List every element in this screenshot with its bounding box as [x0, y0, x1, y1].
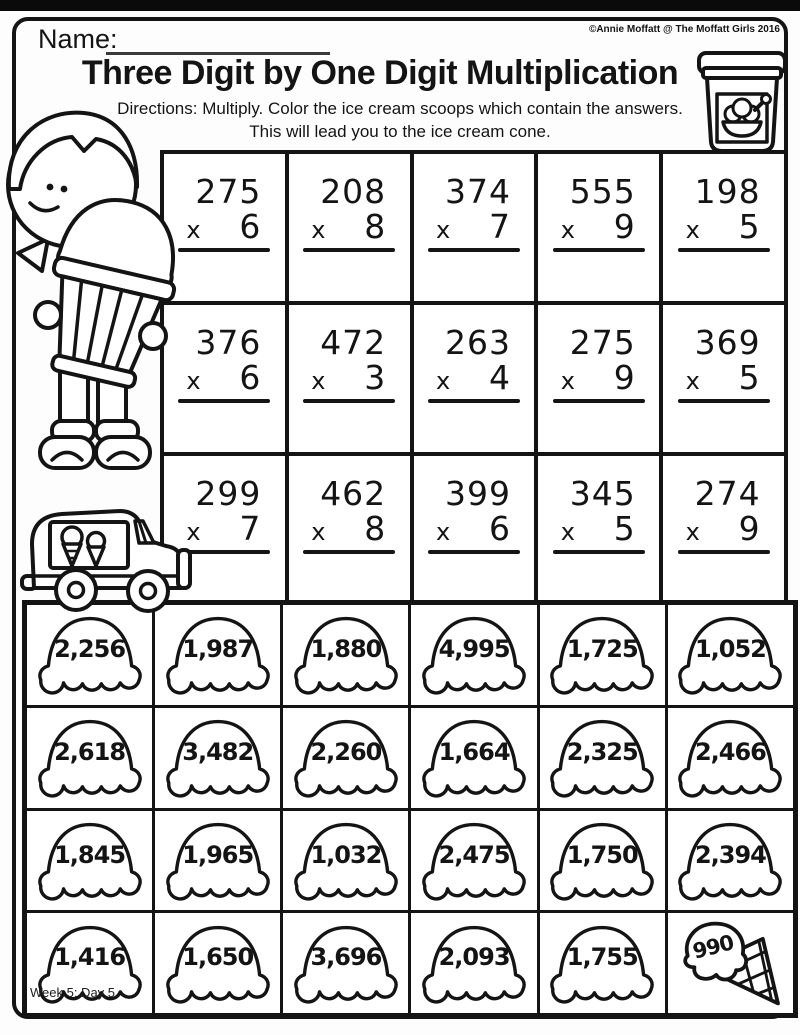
answer-line: [678, 248, 770, 252]
multiplication-problem-cell: [289, 154, 410, 301]
scoop-answer-value: 1,750: [566, 840, 638, 869]
multiply-sign: x: [685, 518, 700, 547]
multiplication-problem-cell: [414, 456, 535, 603]
scoop-answer-value: 1,416: [54, 943, 126, 972]
multiplier: 5: [738, 357, 761, 397]
answer-line: [428, 550, 520, 554]
answer-scoop-cell[interactable]: [668, 708, 793, 808]
scoop-answer-value: 1,845: [54, 840, 126, 869]
answer-scoop-cell[interactable]: [283, 708, 408, 808]
multiplication-problem-cell: [164, 305, 285, 452]
multiplier: 9: [738, 508, 761, 548]
multiplier: 8: [364, 508, 387, 548]
multiplier: 7: [488, 206, 511, 246]
answer-scoop-cell[interactable]: [540, 605, 665, 705]
multiplier: 5: [613, 508, 636, 548]
multiplication-problem: [309, 474, 389, 554]
copyright-text: ©Annie Moffatt @ The Moffatt Girls 2016: [588, 24, 780, 35]
scoop-answer-value: 3,482: [182, 737, 254, 766]
answer-scoop-cell[interactable]: [155, 605, 280, 705]
multiplier: 8: [364, 206, 387, 246]
name-label: Name:: [38, 24, 118, 54]
answer-scoop-cell[interactable]: [155, 708, 280, 808]
answer-line: [178, 399, 270, 403]
multiplicand: 376: [195, 323, 262, 362]
scan-top-strip: [0, 0, 800, 11]
multiplication-problem: [559, 474, 639, 554]
answer-line: [553, 399, 645, 403]
multiplier: 6: [488, 508, 511, 548]
answer-scoop-cell[interactable]: [27, 708, 152, 808]
multiply-sign: x: [685, 367, 700, 396]
multiplication-problem: [434, 323, 514, 403]
answer-scoop-cell[interactable]: [668, 605, 793, 705]
multiplication-problem: [684, 323, 764, 403]
scoop-answer-value: 2,475: [438, 840, 510, 869]
footer-week-day-label: Week 5: Day 5: [30, 985, 116, 1000]
multiplicand: 263: [444, 323, 511, 362]
scoop-answer-value: 2,618: [54, 737, 126, 766]
scoop-answer-value: 2,260: [310, 737, 382, 766]
multiplication-problem-cell: [164, 154, 285, 301]
multiply-sign: x: [311, 367, 326, 396]
answer-scoops-table: [22, 600, 798, 1018]
multiplicand: 472: [320, 323, 387, 362]
multiplier: 3: [364, 357, 387, 397]
answer-scoop-cell[interactable]: [411, 708, 536, 808]
answer-line: [553, 550, 645, 554]
multiplication-problem-cell: [289, 456, 410, 603]
ice-cream-cone-cell[interactable]: [668, 913, 793, 1013]
answer-scoop-cell[interactable]: [540, 913, 665, 1013]
scoop-answer-value: 1,032: [310, 840, 382, 869]
directions-line-2: This will lead you to the ice cream cone.: [249, 122, 551, 141]
multiplication-problem-cell: [538, 154, 659, 301]
multiplicand: 462: [320, 474, 387, 513]
multiplication-problem: [434, 172, 514, 252]
multiplication-problem-cell: [663, 305, 784, 452]
scoop-answer-value: 3,696: [310, 943, 382, 972]
multiplication-problem-cell: [663, 456, 784, 603]
multiply-sign: x: [435, 367, 451, 396]
ice-cream-tub-icon: [692, 50, 792, 154]
multiplication-problem: [309, 172, 389, 252]
scoop-answer-value: 1,052: [694, 635, 766, 663]
multiplication-problem: [559, 172, 639, 252]
multiply-sign: x: [186, 518, 201, 547]
answer-scoop-cell[interactable]: [283, 811, 408, 911]
multiplier: 9: [613, 206, 636, 246]
answer-scoop-cell[interactable]: [155, 811, 280, 911]
multiplication-problem-cell: [414, 305, 535, 452]
multiplication-problem: [684, 474, 764, 554]
ice-cream-truck-illustration: [12, 490, 194, 616]
answer-scoop-cell[interactable]: [411, 913, 536, 1013]
multiplication-problem: [434, 474, 514, 554]
multiplicand: 274: [694, 474, 761, 513]
answer-line: [678, 399, 770, 403]
scoop-answer-value: 2,466: [694, 737, 766, 766]
multiplier: 5: [738, 206, 761, 246]
multiplicand: 369: [694, 323, 761, 362]
answer-line: [428, 399, 520, 403]
multiplicand: 198: [694, 172, 761, 211]
multiplication-problem: [684, 172, 764, 252]
multiply-sign: x: [560, 216, 575, 245]
scoop-answer-value: 1,965: [182, 840, 254, 869]
scoop-answer-value: 2,394: [694, 840, 766, 869]
answer-scoop-cell[interactable]: [540, 708, 665, 808]
scoop-answer-value: 2,093: [438, 943, 510, 972]
multiply-sign: x: [311, 518, 326, 547]
multiplicand: 345: [569, 474, 636, 513]
multiply-sign: x: [560, 518, 575, 547]
answer-scoop-cell[interactable]: [27, 811, 152, 911]
multiplier: 6: [239, 206, 262, 246]
answer-scoop-cell[interactable]: [411, 811, 536, 911]
multiplier: 7: [239, 508, 262, 548]
answer-scoop-cell[interactable]: [27, 605, 152, 705]
multiplication-problems-grid: [160, 150, 788, 607]
scoop-answer-value: 1,987: [182, 635, 254, 663]
scoop-answer-value: 1,880: [310, 635, 382, 663]
scoop-answer-value: 1,664: [438, 737, 510, 766]
multiplicand: 399: [444, 474, 511, 513]
multiply-sign: x: [685, 216, 700, 245]
cone-answer-value: 990: [690, 930, 736, 964]
answer-scoop-cell[interactable]: [668, 811, 793, 911]
multiply-sign: x: [311, 216, 326, 245]
answer-line: [303, 248, 395, 252]
multiplicand: 555: [569, 172, 636, 211]
multiplicand: 275: [195, 172, 262, 211]
multiplication-problem: [559, 323, 639, 403]
multiply-sign: x: [435, 216, 451, 245]
multiplication-problem: [184, 323, 264, 403]
multiply-sign: x: [186, 216, 201, 245]
multiplier: 9: [613, 357, 636, 397]
page-title: Three Digit by One Digit Multiplication: [81, 54, 679, 92]
multiplicand: 299: [195, 474, 262, 513]
multiply-sign: x: [560, 367, 575, 396]
name-fill-in-line[interactable]: [106, 26, 330, 55]
multiplication-problem-cell: [414, 154, 535, 301]
scoop-answer-value: 1,650: [182, 943, 254, 972]
answer-scoop-cell[interactable]: [283, 605, 408, 705]
multiplication-problem: [309, 323, 389, 403]
scoop-answer-value: 2,325: [566, 737, 638, 766]
multiply-sign: x: [186, 367, 201, 396]
multiplication-problem-cell: [538, 456, 659, 603]
answer-line: [303, 399, 395, 403]
scoop-answer-value: 4,995: [438, 635, 510, 663]
scoop-answer-value: 1,725: [566, 635, 638, 663]
multiplication-problem: [184, 474, 264, 554]
answer-scoop-cell[interactable]: [283, 913, 408, 1013]
multiply-sign: x: [435, 518, 451, 547]
answer-line: [178, 248, 270, 252]
directions-line-1: Directions: Multiply. Color the ice cream scoops which contain the answers.: [117, 99, 683, 118]
answer-line: [303, 550, 395, 554]
answer-scoop-cell[interactable]: [155, 913, 280, 1013]
multiplier: 6: [239, 357, 262, 397]
answer-scoop-cell[interactable]: [540, 811, 665, 911]
scoop-answer-value: 1,755: [566, 943, 638, 972]
multiplication-problem-cell: [663, 154, 784, 301]
multiplicand: 374: [444, 172, 511, 211]
multiplicand: 208: [320, 172, 387, 211]
multiplication-problem: [184, 172, 264, 252]
answer-line: [428, 248, 520, 252]
child-holding-ice-cream-illustration: [0, 103, 178, 471]
multiplicand: 275: [569, 323, 636, 362]
multiplier: 4: [488, 357, 511, 397]
answer-line: [678, 550, 770, 554]
answer-line: [553, 248, 645, 252]
multiplication-problem-cell: [289, 305, 410, 452]
multiplication-problem-cell: [538, 305, 659, 452]
answer-scoop-cell[interactable]: [411, 605, 536, 705]
scoop-answer-value: 2,256: [54, 635, 126, 663]
